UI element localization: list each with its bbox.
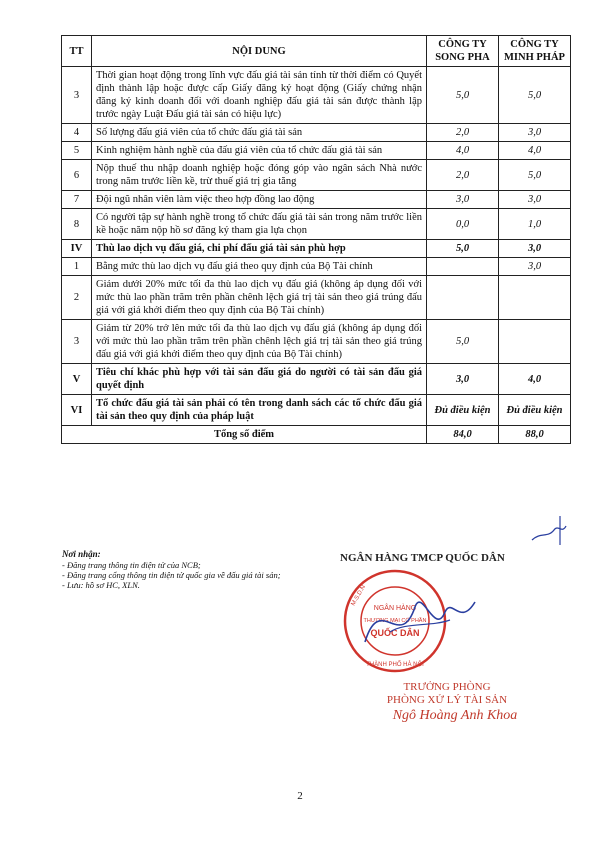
row-tt: IV (62, 240, 92, 258)
recipients-heading: Nơi nhận: (62, 549, 101, 559)
scoring-table (61, 35, 571, 444)
row-tt: 4 (62, 124, 92, 142)
row-content: Kinh nghiệm hành nghề của đấu giá viên của tổ chức đấu giá tài sản (92, 142, 427, 160)
row-content: Giảm từ 20% trở lên mức tối đa thù lao dịch vụ đấu giá (không áp dụng đối với mức thù lao phần trăm trên phần chênh lệch giá trị tài sản theo giá trúng đấu giá với giá khởi điểm theo quy định của Bộ Tài chính) (92, 320, 427, 364)
row-content: Tổ chức đấu giá tài sản phải có tên trong danh sách các tổ chức đấu giá tài sản theo quy định của pháp luật (92, 395, 427, 426)
row-tt: 3 (62, 320, 92, 364)
row-score-song-pha: 2,0 (427, 160, 499, 191)
row-score-minh-phap: 5,0 (499, 160, 571, 191)
total-label: Tổng số điểm (62, 426, 427, 444)
row-score-song-pha: 5,0 (427, 67, 499, 124)
organization-name: NGÂN HÀNG TMCP QUỐC DÂN (340, 552, 505, 564)
row-tt: V (62, 364, 92, 395)
row-content: Có người tập sự hành nghề trong tổ chức đấu giá tài sản trong năm trước liền kề hoặc năm nộp hồ sơ đăng ký tham gia lựa chọn (92, 209, 427, 240)
recipient-item: - Lưu: hồ sơ HC, XLN. (62, 580, 140, 590)
row-score-minh-phap: 4,0 (499, 364, 571, 395)
signer-role (372, 681, 522, 707)
row-tt: 6 (62, 160, 92, 191)
table-row (62, 191, 571, 209)
header-content: NỘI DUNG (92, 36, 427, 67)
total-minh-phap: 88,0 (499, 426, 571, 444)
table-row (62, 67, 571, 124)
row-score-minh-phap (499, 276, 571, 320)
row-content: Tiêu chí khác phù hợp với tài sản đấu giá do người có tài sản đấu giá quyết định (92, 364, 427, 395)
row-score-song-pha (427, 276, 499, 320)
svg-text:NGÂN HÀNG: NGÂN HÀNG (373, 605, 417, 612)
table-row (62, 160, 571, 191)
row-score-minh-phap: 3,0 (499, 124, 571, 142)
row-score-song-pha: Đủ điều kiện (427, 395, 499, 426)
recipient-item: - Đăng trang thông tin điện tử của NCB; (62, 560, 201, 570)
row-content: Số lượng đấu giá viên của tổ chức đấu giá tài sản (92, 124, 427, 142)
row-score-song-pha: 5,0 (427, 320, 499, 364)
row-score-minh-phap: 3,0 (499, 240, 571, 258)
row-tt: 8 (62, 209, 92, 240)
row-score-song-pha: 2,0 (427, 124, 499, 142)
row-content: Thù lao dịch vụ đấu giá, chi phí đấu giá tài sản phù hợp (92, 240, 427, 258)
table-row (62, 258, 571, 276)
table-row (62, 276, 571, 320)
row-tt: 1 (62, 258, 92, 276)
handwritten-signature-mark (530, 512, 570, 547)
row-score-minh-phap: 3,0 (499, 258, 571, 276)
role-line-2: PHÒNG XỬ LÝ TÀI SẢN (386, 694, 508, 706)
table-row (62, 320, 571, 364)
svg-text:THÀNH PHỐ HÀ NỘI: THÀNH PHỐ HÀ NỘI (366, 662, 424, 668)
row-content: Bằng mức thù lao dịch vụ đấu giá theo quy định của Bộ Tài chính (92, 258, 427, 276)
header-tt: TT (62, 36, 92, 67)
row-score-song-pha (427, 258, 499, 276)
svg-text:THƯƠNG MẠI CỔ PHẦN: THƯƠNG MẠI CỔ PHẦN (363, 618, 427, 624)
table-header-row (62, 36, 571, 67)
header-song-pha: CÔNG TY SONG PHA (427, 36, 499, 67)
row-tt: 3 (62, 67, 92, 124)
svg-text:M.S.D.N: M.S.D.N (350, 584, 368, 607)
svg-text:QUỐC DÂN: QUỐC DÂN (370, 628, 420, 638)
row-content: Giảm dưới 20% mức tối đa thù lao dịch vụ đấu giá (không áp dụng đối với mức thù lao phần trăm trên phần chênh lệch giá trị tài sản theo giá trúng đấu giá với giá khởi điểm theo quy định của Bộ Tài chính) (92, 276, 427, 320)
table-row (62, 240, 571, 258)
row-score-song-pha: 5,0 (427, 240, 499, 258)
row-score-minh-phap: 4,0 (499, 142, 571, 160)
row-score-minh-phap: 5,0 (499, 67, 571, 124)
role-line-1: TRƯỞNG PHÒNG (403, 681, 491, 693)
row-content: Nộp thuế thu nhập doanh nghiệp hoặc đóng góp vào ngân sách Nhà nước trong năm trước liền kề, trừ thuế giá trị gia tăng (92, 160, 427, 191)
table-row (62, 364, 571, 395)
recipients-block (62, 549, 302, 590)
total-row (62, 426, 571, 444)
row-content: Đội ngũ nhân viên làm việc theo hợp đồng lao động (92, 191, 427, 209)
recipient-item: - Đăng trang cổng thông tin điện tử quốc gia về đấu giá tài sản; (62, 570, 281, 580)
header-minh-phap: CÔNG TY MINH PHÁP (499, 36, 571, 67)
total-song-pha: 84,0 (427, 426, 499, 444)
row-score-song-pha: 3,0 (427, 191, 499, 209)
row-score-minh-phap: 1,0 (499, 209, 571, 240)
row-tt: 7 (62, 191, 92, 209)
signer-name: Ngô Hoàng Anh Khoa (392, 708, 518, 723)
row-score-minh-phap: 3,0 (499, 191, 571, 209)
signature-ink (360, 582, 480, 662)
row-score-song-pha: 4,0 (427, 142, 499, 160)
row-score-song-pha: 0,0 (427, 209, 499, 240)
row-tt: 2 (62, 276, 92, 320)
table-row (62, 395, 571, 426)
row-score-song-pha: 3,0 (427, 364, 499, 395)
table-body (62, 67, 571, 426)
row-content: Thời gian hoạt động trong lĩnh vực đấu giá tài sản tính từ thời điểm có Quyết định thành lập hoặc được cấp Giấy đăng ký hoạt động (Giấy chứng nhận đăng ký kinh doanh đối với doanh nghiệp đấu giá tài sản được thành lập trước ngày Luật Đấu giá tài sản có hiệu lực) (92, 67, 427, 124)
table-row (62, 209, 571, 240)
table-row (62, 124, 571, 142)
row-score-minh-phap: Đủ điều kiện (499, 395, 571, 426)
row-score-minh-phap (499, 320, 571, 364)
table-row (62, 142, 571, 160)
row-tt: 5 (62, 142, 92, 160)
row-tt: VI (62, 395, 92, 426)
page-number: 2 (297, 790, 303, 802)
